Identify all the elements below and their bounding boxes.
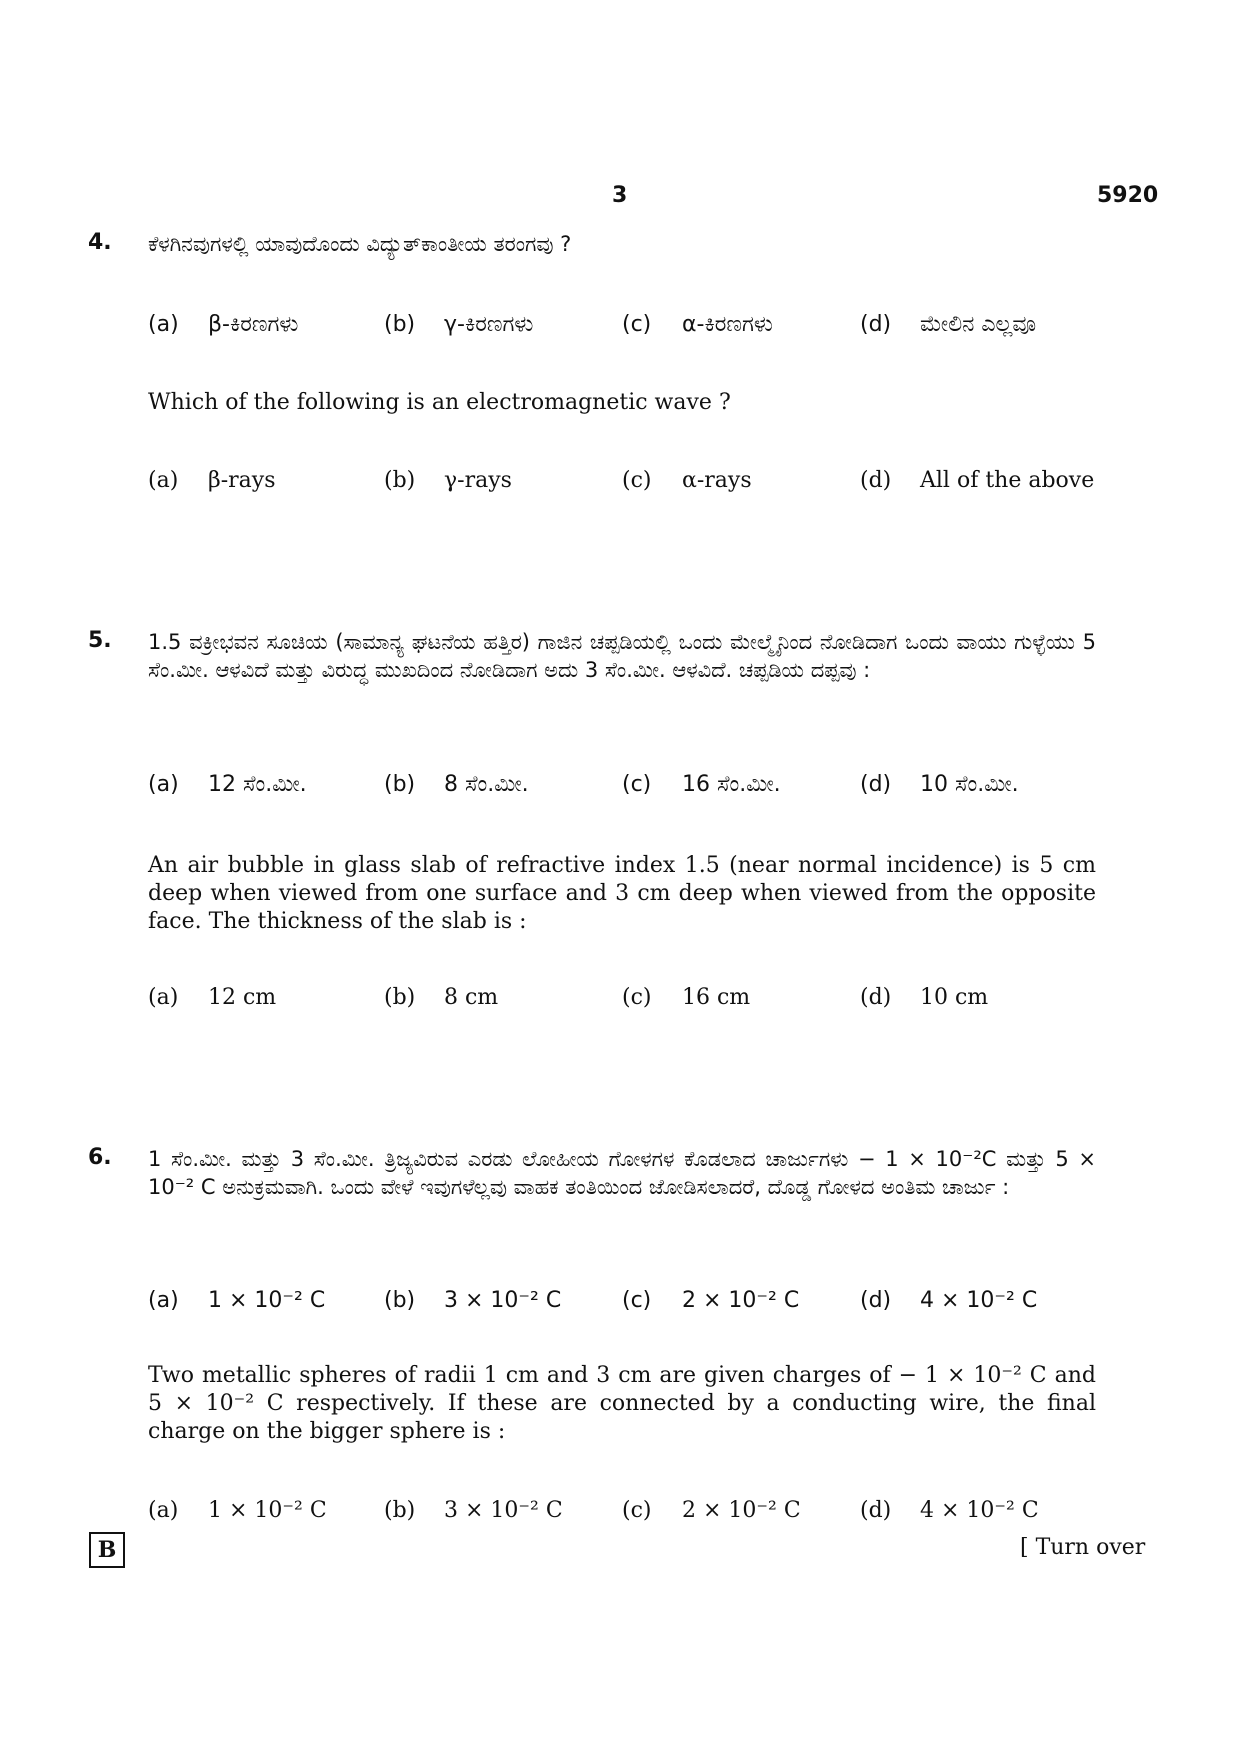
option-b: (b) γ-rays [384,468,512,493]
option-c: (c) 2 × 10⁻² C [622,1288,800,1313]
option-b: (b) 3 × 10⁻² C [384,1288,562,1313]
option-c: (c) 2 × 10⁻² C [622,1498,801,1523]
option-a: (a) 12 ಸೆಂ.ಮೀ. [148,772,307,797]
question-text-english: Which of the following is an electromagnetic wave ? [148,390,731,415]
set-code-box: B [89,1532,125,1568]
options-kannada [148,1288,1108,1318]
option-a: (a) β-ಕಿರಣಗಳು [148,312,299,337]
option-c: (c) α-ಕಿರಣಗಳು [622,312,773,337]
options-english [148,985,1108,1015]
option-d: (d) 4 × 10⁻² C [860,1498,1039,1523]
question-text-english: An air bubble in glass slab of refractive index 1.5 (near normal incidence) is 5 cm deep when viewed from one surface and 3 cm deep when viewed from the opposite face. The thickness of the slab is : [148,853,1096,934]
options-english [148,1498,1108,1528]
question-number: 6. [88,1145,112,1170]
question-text-kannada: ಕೆಳಗಿನವುಗಳಲ್ಲಿ ಯಾವುದೊಂದು ವಿದ್ಯುತ್‌ಕಾಂತೀಯ ತರಂಗವು ? [148,232,572,256]
option-d: (d) ಮೇಲಿನ ಎಲ್ಲವೂ [860,312,1037,337]
options-kannada [148,312,1108,342]
question-text-kannada: 1.5 ವಕ್ರೀಭವನ ಸೂಚಿಯ (ಸಾಮಾನ್ಯ ಘಟನೆಯ ಹತ್ತಿರ) ಗಾಜಿನ ಚಪ್ಪಡಿಯಲ್ಲಿ ಒಂದು ಮೇಲ್ಮೈನಿಂದ ನೋಡಿದಾಗ ಒಂದು ವಾಯು ಗುಳ್ಳೆಯು 5 ಸೆಂ.ಮೀ. ಆಳವಿದೆ ಮತ್ತು ವಿರುದ್ಧ ಮುಖದಿಂದ ನೋಡಿದಾಗ ಅದು 3 ಸೆಂ.ಮೀ. ಆಳವಿದೆ. ಚಪ್ಪಡಿಯ ದಪ್ಪವು : [148,630,1096,682]
option-b: (b) 3 × 10⁻² C [384,1498,563,1523]
question-number: 5. [88,628,112,653]
question-text-english: Two metallic spheres of radii 1 cm and 3 cm are given charges of − 1 × 10⁻² C and 5 × 10⁻² C respectively. If these are connected by a conducting wire, the final charge on the bigger sphere is : [148,1363,1096,1444]
page-number: 3 [612,183,628,208]
option-d: (d) 10 ಸೆಂ.ಮೀ. [860,772,1019,797]
option-a: (a) β-rays [148,468,276,493]
option-b: (b) 8 ಸೆಂ.ಮೀ. [384,772,529,797]
options-english [148,468,1108,498]
options-kannada [148,772,1108,802]
option-a: (a) 1 × 10⁻² C [148,1288,326,1313]
turn-over-note: [ Turn over [1020,1535,1146,1560]
option-a: (a) 12 cm [148,985,277,1010]
option-b: (b) 8 cm [384,985,499,1010]
option-c: (c) 16 ಸೆಂ.ಮೀ. [622,772,781,797]
option-d: (d) All of the above [860,468,1095,493]
option-a: (a) 1 × 10⁻² C [148,1498,327,1523]
option-b: (b) γ-ಕಿರಣಗಳು [384,312,534,337]
option-c: (c) α-rays [622,468,752,493]
option-d: (d) 10 cm [860,985,989,1010]
option-d: (d) 4 × 10⁻² C [860,1288,1038,1313]
option-c: (c) 16 cm [622,985,751,1010]
paper-code: 5920 [1097,183,1159,208]
question-number: 4. [88,230,112,255]
question-text-kannada: 1 ಸೆಂ.ಮೀ. ಮತ್ತು 3 ಸೆಂ.ಮೀ. ತ್ರಿಜ್ಯವಿರುವ ಎರಡು ಲೋಹೀಯ ಗೋಳಗಳ ಕೊಡಲಾದ ಚಾರ್ಜುಗಳು − 1 × 10⁻²C ಮತ್ತು 5 × 10⁻² C ಅನುಕ್ರಮವಾಗಿ. ಒಂದು ವೇಳೆ ಇವುಗಳೆಲ್ಲವು ವಾಹಕ ತಂತಿಯಿಂದ ಜೋಡಿಸಲಾದರೆ, ದೊಡ್ಡ ಗೋಳದ ಅಂತಿಮ ಚಾರ್ಜು : [148,1147,1096,1199]
